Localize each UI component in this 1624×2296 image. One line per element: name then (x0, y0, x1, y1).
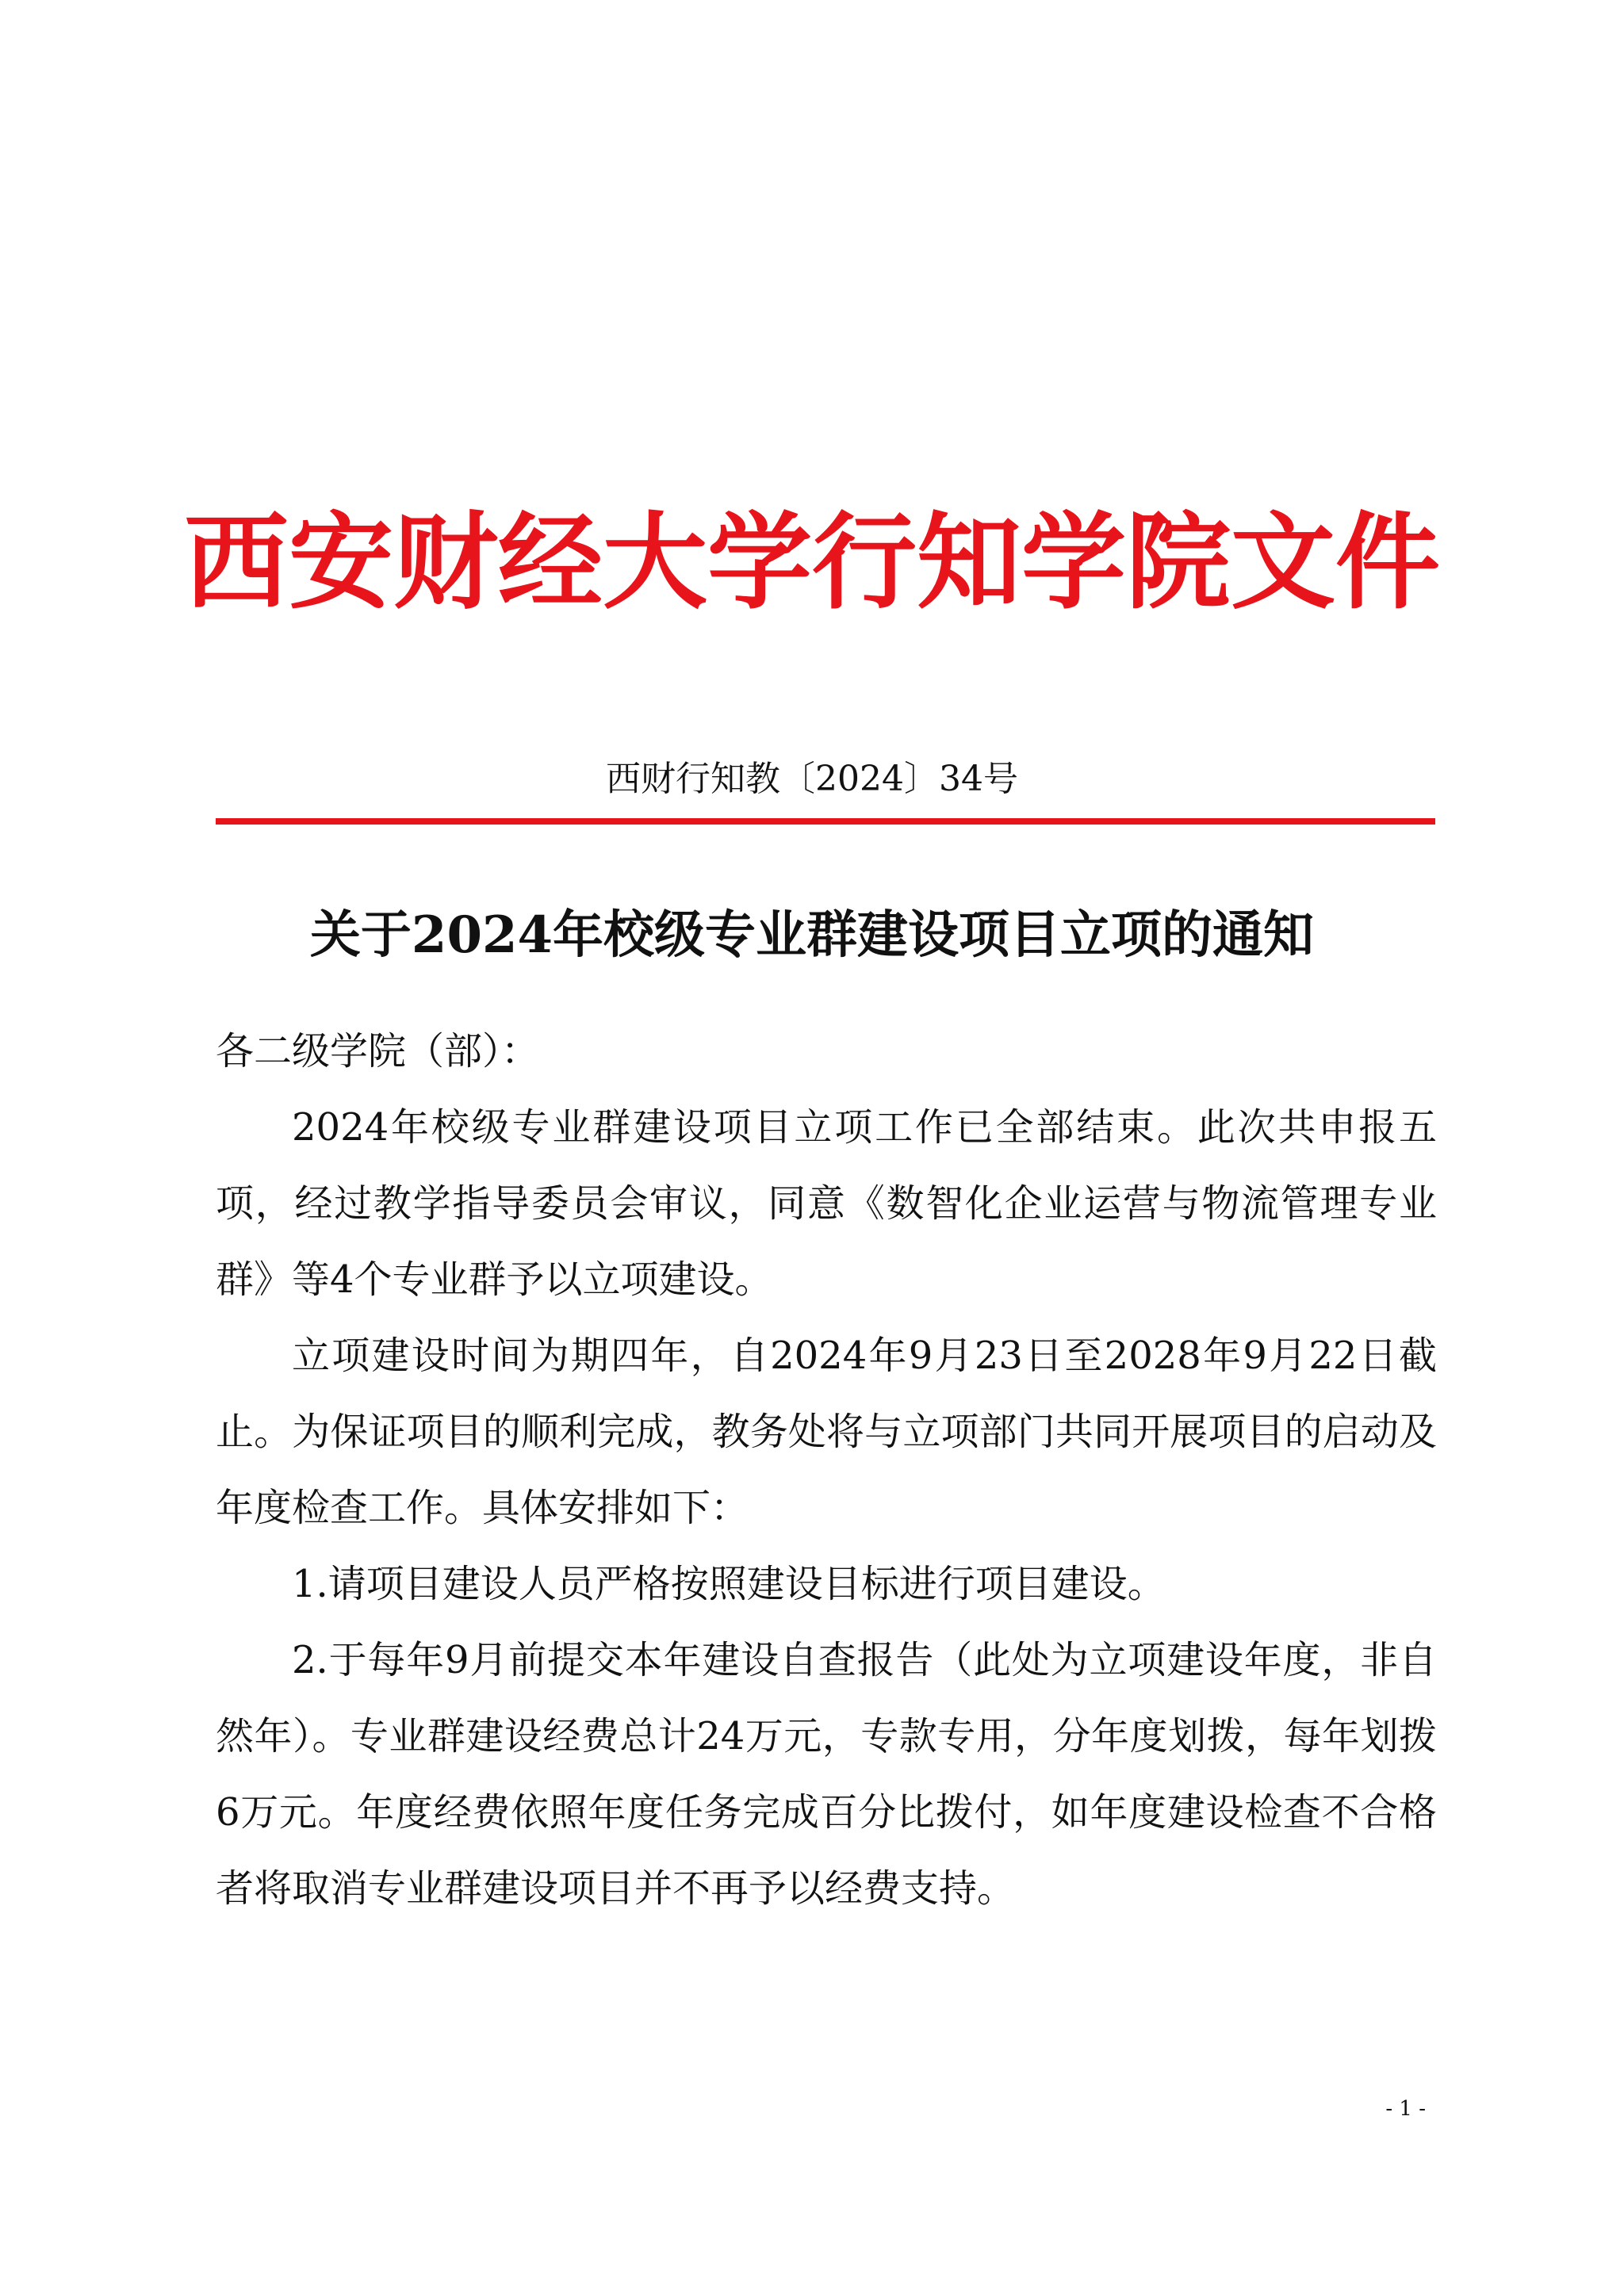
notice-title: 关于2024年校级专业群建设项目立项的通知 (309, 905, 1315, 965)
document-number: 西财行知教〔2024〕34号 (606, 759, 1018, 799)
body-paragraph-2: 立项建设时间为期四年，自2024年9月23日至2028年9月22日截止。为保证项目的顺利完成，教务处将与立项部门共同开展项目的启动及年度检查工作。具体安排如下： (216, 1334, 1437, 1530)
body-paragraph-item-2: 2.于每年9月前提交本年建设自查报告（此处为立项建设年度，非自然年）。专业群建设经费总计24万元，专款专用，分年度划拨，每年划拨6万元。年度经费依照年度任务完成百分比拨付，如年度建设检查不合格者将取消专业群建设项目并不再予以经费支持。 (216, 1638, 1437, 1911)
page-number: - 1 - (1385, 2097, 1426, 2121)
letterhead-title: 西安财经大学行知学院文件 (184, 502, 1440, 624)
salutation: 各二级学院（部）： (216, 1029, 540, 1073)
body-paragraph-1: 2024年校级专业群建设项目立项工作已全部结束。此次共申报五项，经过教学指导委员会审议，同意《数智化企业运营与物流管理专业群》等4个专业群予以立项建设。 (216, 1105, 1437, 1302)
notice-body (216, 1089, 1437, 1927)
red-divider-line (216, 818, 1435, 825)
body-paragraph-item-1: 1.请项目建设人员严格按照建设目标进行项目建设。 (292, 1562, 1166, 1606)
